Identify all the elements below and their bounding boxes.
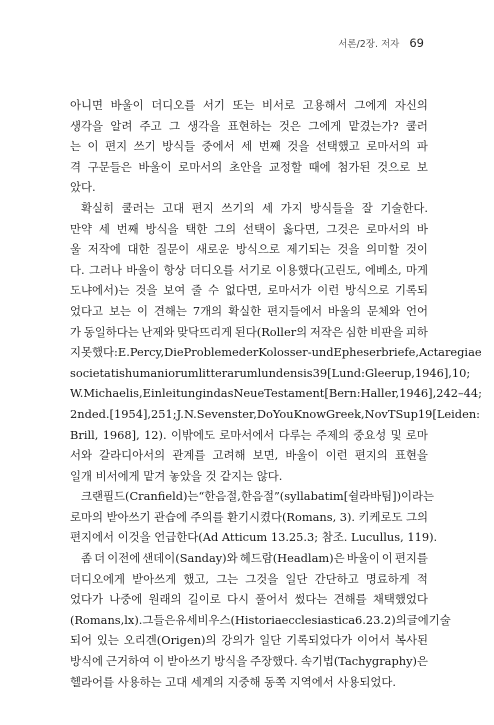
text-line: 헬라어를 사용하는 고대 세계의 지중해 동쪽 지역에서 사용되었다. bbox=[70, 674, 397, 689]
text-line: 었다고 보는 이 견해는 7개의 확실한 편지들에서 바울의 문체와 언어 bbox=[70, 303, 428, 318]
text-line: 편지에서 이것을 언급한다(Ad Atticum 13.25.3; 참조. Lucullus, 119). bbox=[70, 530, 438, 545]
text-line: 가 동일하다는 난제와 맞닥뜨리게 된다(Roller의 저작은 심한 비판을 피하 bbox=[70, 324, 428, 339]
text-line: 만약 세 번째 방식을 택한 그의 선택이 옳다면, 그것은 로마서의 바 bbox=[70, 221, 428, 236]
text-line: Brill, 1968], 12). 이밖에도 로마서에서 다루는 주제의 중요성 및 로마 bbox=[70, 427, 428, 442]
text-line: 는 이 편지 쓰기 방식들 중에서 세 번째 것을 선택했고 로마서의 파 bbox=[70, 139, 428, 154]
text-line: 로마의 받아쓰기 관습에 주의를 환기시켰다(Romans, 3). 키케로도 그의 bbox=[70, 509, 428, 524]
text-line: 되어 있는 오리겐(Origen)의 강의가 일단 기록되었다가 이어서 복사된 bbox=[70, 633, 428, 648]
text-line: 울 저작에 대한 질문이 새로운 방식으로 제기되는 것을 의미할 것이 bbox=[70, 242, 428, 257]
text-line: 격 구문들은 바울이 로마서의 초안을 교정할 때에 첨가된 것으로 보 bbox=[70, 159, 428, 174]
text-line: 았다. bbox=[70, 180, 96, 195]
text-line: 방식에 근거하여 이 받아쓰기 방식을 주장했다. 속기법(Tachygraphy)은 bbox=[70, 654, 428, 669]
text-line: 더디오에게 받아쓰게 했고, 그는 그것을 일단 간단하고 명료하게 적 bbox=[70, 571, 428, 586]
running-head-title: 서론/2장. 저자 bbox=[338, 39, 400, 50]
text-line: 확실히 쿨러는 고대 편지 쓰기의 세 가지 방식들을 잘 기술한다. bbox=[81, 200, 428, 215]
text-line: 도냐에서)는 것을 보여 줄 수 없다면, 로마서가 이런 방식으로 기록되 bbox=[70, 283, 428, 298]
text-line: 2nd ed. [1954], 251; J. N. Sevenster, Do You Know Greek, NovTSup 19 [Leiden: bbox=[70, 406, 481, 421]
text-line: 일개 비서에게 맡겨 놓았을 것 같지는 않다. bbox=[70, 468, 283, 483]
text-line: 좀 더 이전에 샌데이(Sanday)와 헤드람(Headlam)은 바울이 이 편지를 bbox=[81, 551, 428, 566]
text-line: societatis humaniorum litterarum lundensis 39 [Lund: Gleerup, 1946], 10; bbox=[70, 365, 471, 380]
text-line: 지 못했다: E. Percy, Die Probleme der Kolosser-und Epheserbriefe, Acta regiae bbox=[70, 345, 482, 360]
text-line: 크랜필드(Cranfield)는 “한 음절, 한 음절”(syllabatim[쉴라바팀])이라는 bbox=[81, 489, 435, 504]
text-line: W. Michaelis, Einleitung in das Neue Testament [Bern: Haller, 1946], 242–44; bbox=[70, 386, 482, 401]
text-line: 다. 그러나 바울이 항상 더디오를 서기로 이용했다(고린도, 에베소, 마게 bbox=[70, 262, 428, 277]
text-line: 생각을 알려 주고 그 생각을 표현하는 것은 그에게 맡겼는가? 쿨러 bbox=[70, 118, 428, 133]
running-header bbox=[338, 36, 424, 50]
text-line: 아니면 바울이 더디오를 서기 또는 비서로 고용해서 그에게 자신의 bbox=[70, 98, 428, 112]
text-line: 서와 갈라디아서의 관계를 고려해 보면, 바울이 이런 편지의 표현을 bbox=[70, 448, 428, 463]
text-line: (Romans, lx). 그들은 유세비우스(Historia ecclesiastica 6.23.2)의 글에 기술 bbox=[70, 612, 451, 627]
body-text bbox=[70, 95, 482, 692]
page-number: 69 bbox=[409, 36, 424, 50]
text-line: 었다가 나중에 원래의 길이로 다시 풀어서 썼다는 견해를 채택했었다 bbox=[70, 592, 428, 607]
